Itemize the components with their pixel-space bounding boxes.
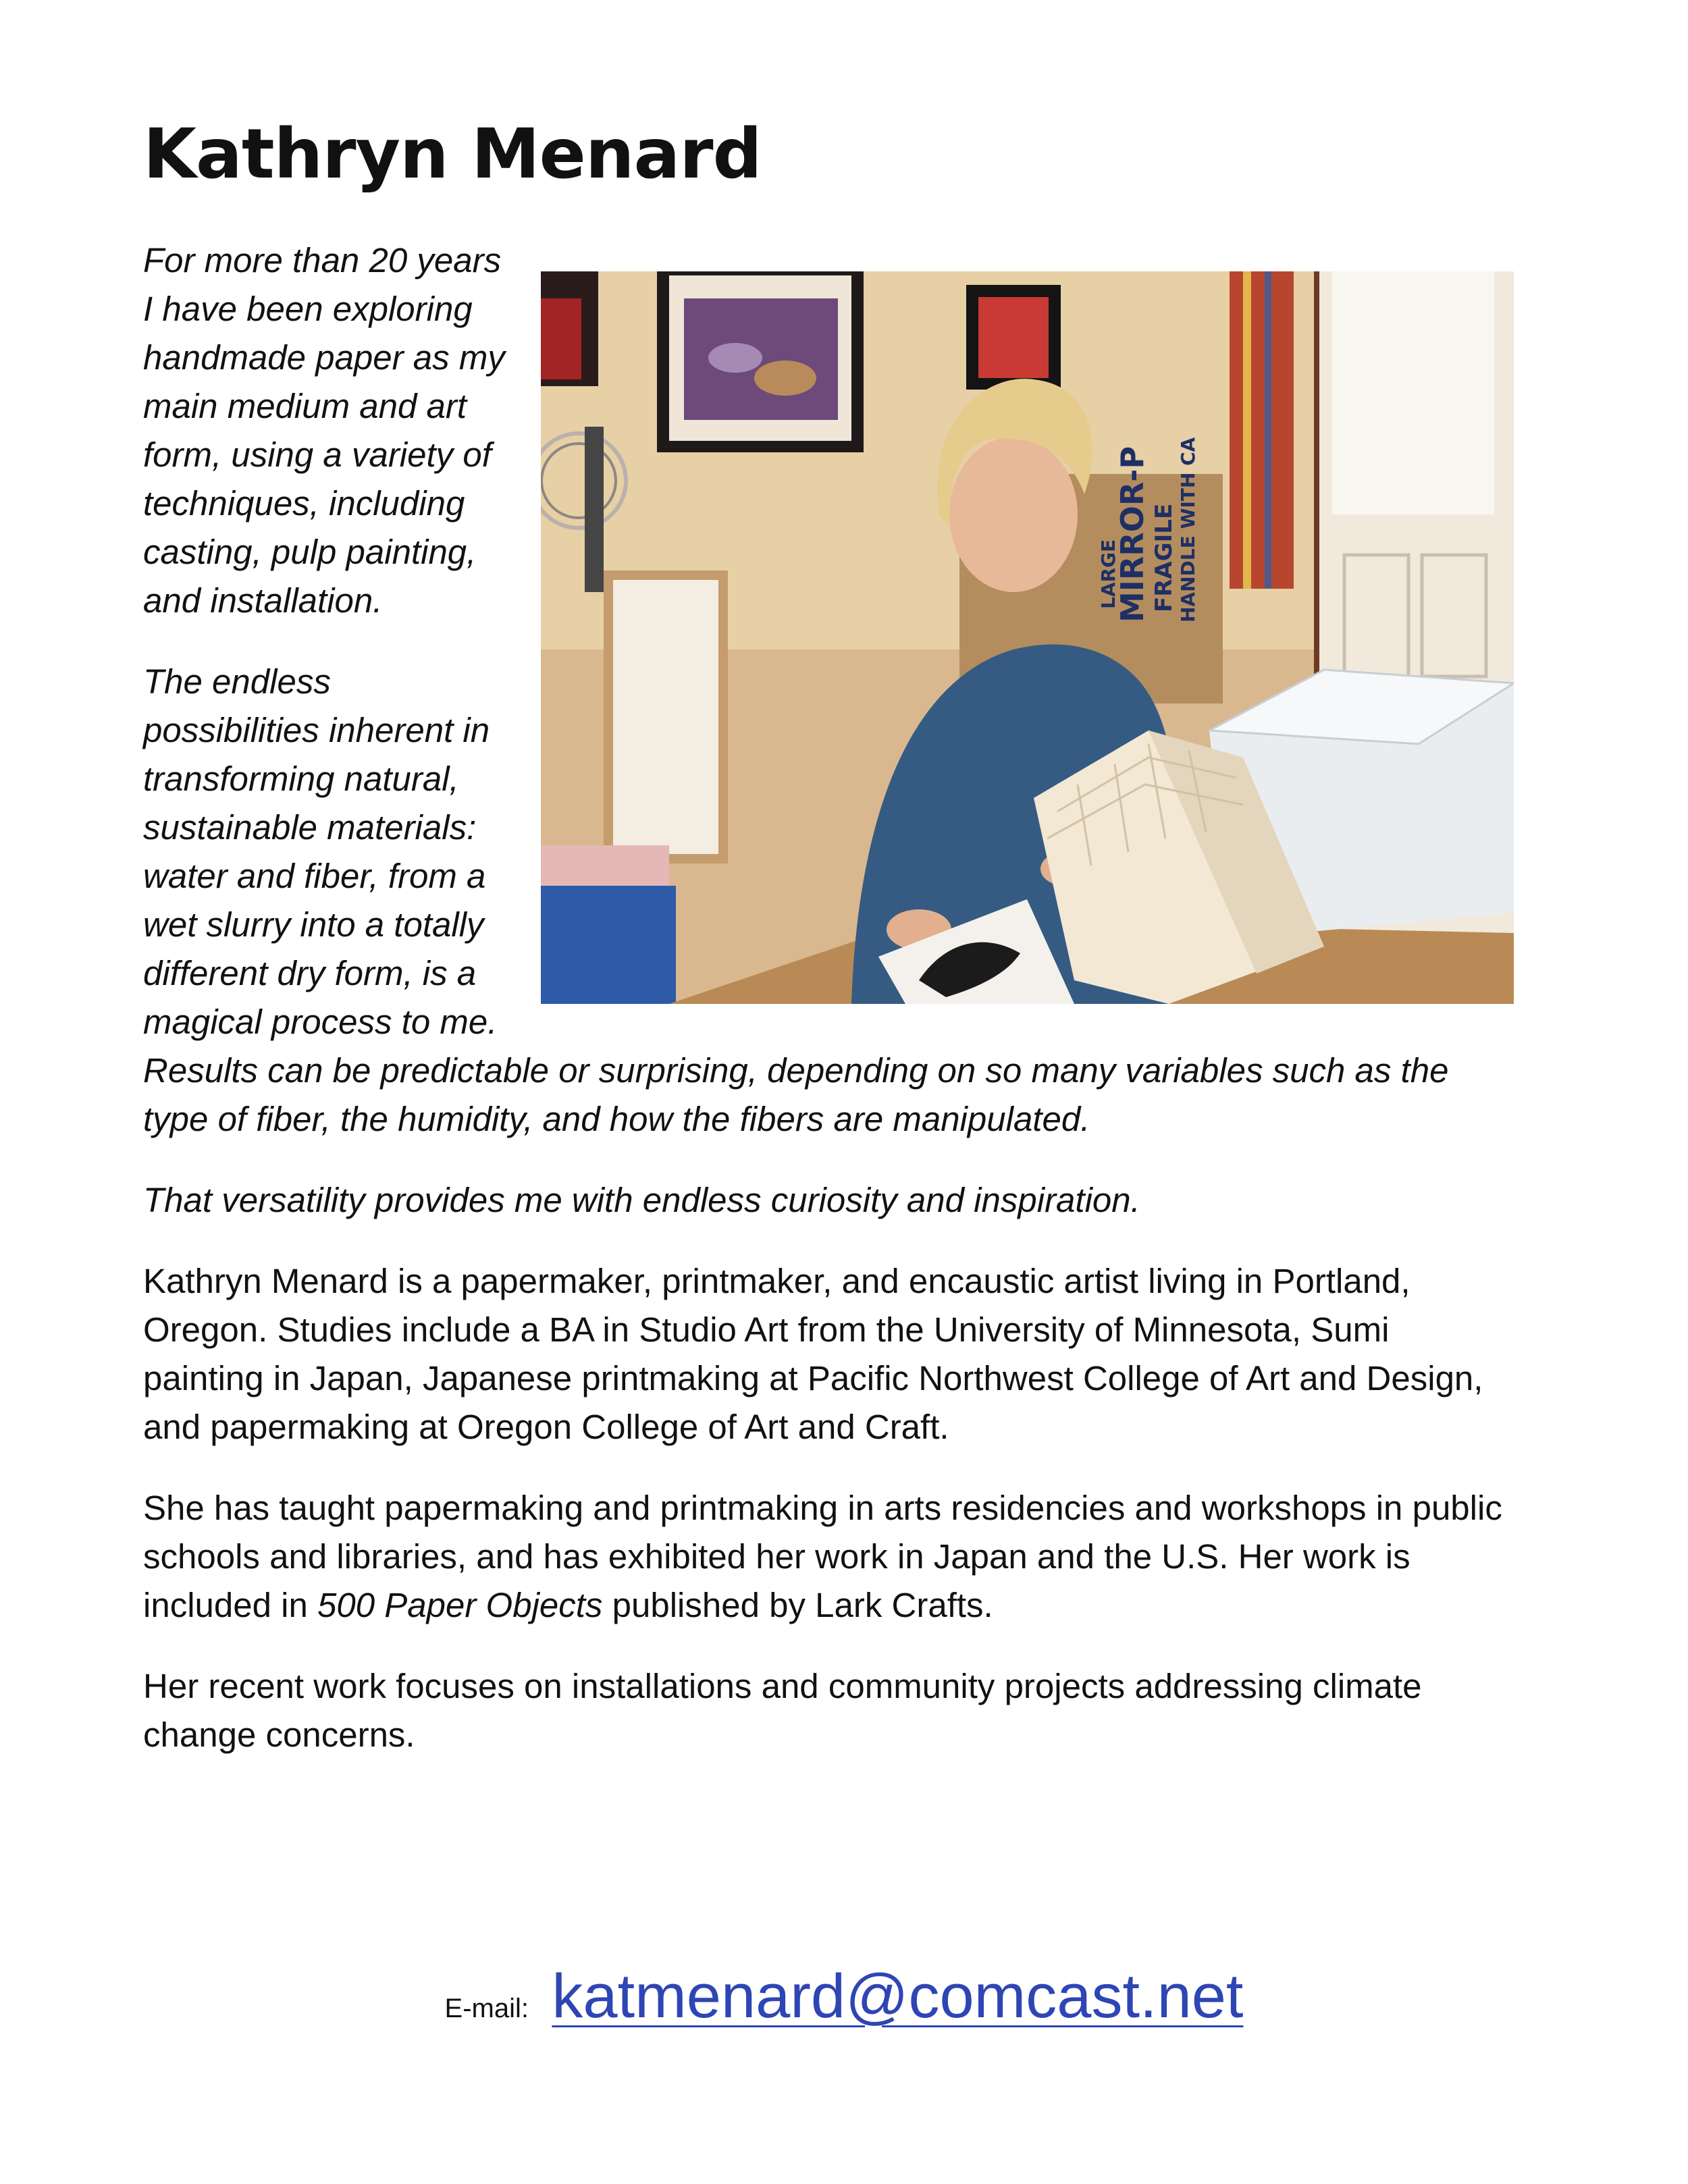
box-print-line1: LARGE — [1097, 539, 1119, 609]
box-print-line2: MIRROR-P — [1114, 446, 1151, 622]
artist-studio-photo — [541, 271, 1514, 1004]
statement-paragraph-2: The endless possibilities inherent in transforming natural, sustainable materials: water and fiber, from a wet slurry into a totally different dry form, is a magical process to me. Results can be predictable or surprising, depending on so many variables such as the type of fiber, the humidity, and how the fibers are manipulated. — [143, 662, 1449, 1138]
statement-paragraph-3: That versatility provides me with endless curiosity and inspiration. — [143, 1181, 1140, 1219]
statement-paragraph-1: For more than 20 years I have been exploring handmade paper as my main medium and art form, using a variety of techniques, including casting, pulp painting, and installation. — [143, 241, 505, 620]
book-title: 500 Paper Objects — [317, 1586, 603, 1624]
page-title: Kathryn Menard — [143, 114, 762, 194]
bio-paragraph-2-after: published by Lark Crafts. — [602, 1586, 993, 1624]
email-link[interactable]: katmenard@comcast.net — [552, 1962, 1244, 2031]
bio-paragraph-2-before: She has taught papermaking and printmaking in arts residencies and workshops in public schools and libraries, and has exhibited her work in Japan and the U.S. Her work is included in — [143, 1489, 1502, 1624]
bio-paragraph-1: Kathryn Menard is a papermaker, printmaker, and encaustic artist living in Portland, Oregon. Studies include a BA in Studio Art from the University of Minnesota, Sumi painting in Japan, Japanese printmaking at Pacific Northwest College of Art and Design, and papermaking at Oregon College of Art and Craft. — [143, 1262, 1483, 1446]
box-print-line4: HANDLE WITH CA — [1177, 437, 1199, 622]
bio-paragraph-2 — [143, 1484, 1514, 1630]
main-text-column — [143, 236, 1514, 1792]
contact-row — [0, 1961, 1688, 2032]
box-print-line3: FRAGILE — [1151, 503, 1178, 612]
bio-paragraph-3: Her recent work focuses on installations and community projects addressing climate change concerns. — [143, 1667, 1422, 1754]
email-label: E-mail: — [444, 1994, 529, 2023]
